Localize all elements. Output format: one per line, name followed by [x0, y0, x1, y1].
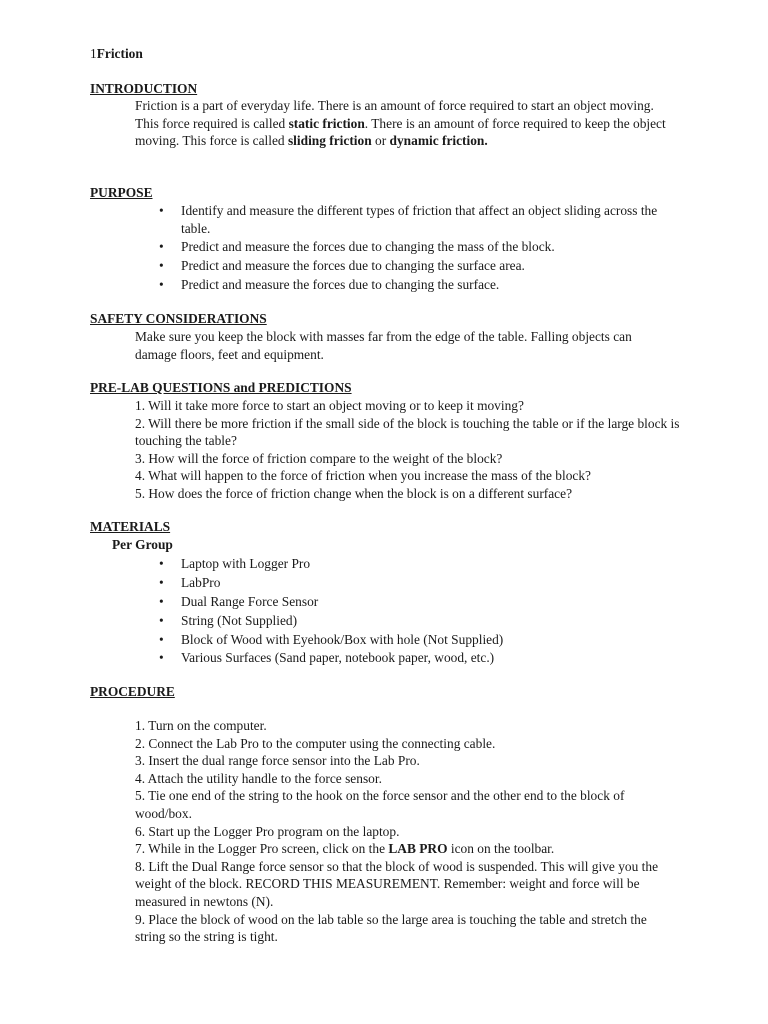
- list-item-text: String (Not Supplied): [181, 612, 298, 628]
- list-item: 2. Connect the Lab Pro to the computer using the connecting cable.: [135, 735, 496, 751]
- list-item: 4. Attach the utility handle to the force sensor.: [135, 770, 382, 786]
- list-item-text: Block of Wood with Eyehook/Box with hole (Not Supplied): [181, 631, 504, 647]
- bullet-icon: •: [159, 631, 164, 647]
- list-item: 6. Start up the Logger Pro program on the laptop.: [135, 823, 400, 839]
- list-item-text: Various Surfaces (Sand paper, notebook paper, wood, etc.): [181, 650, 495, 666]
- prelab-list: [135, 397, 680, 503]
- list-item-text: LabPro: [181, 574, 221, 590]
- list-item: 3. Insert the dual range force sensor into the Lab Pro.: [135, 753, 420, 769]
- step7-text-post: icon on the toolbar.: [447, 841, 555, 857]
- list-item-text: Predict and measure the forces due to changing the surface.: [181, 277, 500, 293]
- bullet-icon: •: [159, 612, 164, 628]
- list-item-text: Predict and measure the forces due to changing the mass of the block.: [181, 239, 555, 255]
- list-item: [135, 574, 680, 592]
- title-number: 1: [90, 46, 97, 61]
- intro-text-1: Friction is a part of everyday life. There is an amount of force required to start an object moving. This force required is called: [135, 98, 654, 131]
- list-item: 1. Will it take more force to start an object moving or to keep it moving?: [135, 398, 524, 413]
- list-item: 5. How does the force of friction change when the block is on a different surface?: [135, 485, 573, 501]
- list-item: [135, 649, 680, 667]
- safety-paragraph: Make sure you keep the block with masses far from the edge of the table. Falling objects can damage floors, feet and equipment.: [135, 329, 632, 362]
- list-item-text: Identify and measure the different types of friction that affect an object sliding across the table.: [181, 203, 658, 236]
- step7-text-pre: 7. While in the Logger Pro screen, click on the: [135, 841, 389, 857]
- list-item: [135, 555, 680, 573]
- list-item: [135, 257, 680, 275]
- list-item: [135, 612, 680, 630]
- intro-term-sliding-friction: sliding friction: [287, 133, 372, 149]
- list-item: 4. What will happen to the force of friction when you increase the mass of the block?: [135, 468, 592, 484]
- step7-lab-pro-term: LAB PRO: [388, 841, 448, 857]
- prelab-heading: PRE-LAB QUESTIONS and PREDICTIONS: [90, 380, 352, 395]
- document-title: [90, 45, 143, 63]
- bullet-icon: •: [159, 574, 164, 590]
- list-item: 8. Lift the Dual Range force sensor so that the block of wood is suspended. This will give you the weight of the block. RECORD THIS MEASUREMENT. Remember: weight and force will be measured in newtons (N).: [135, 858, 659, 909]
- bullet-icon: •: [159, 258, 164, 274]
- list-item: 9. Place the block of wood on the lab table so the large area is touching the table and stretch the string so the string is tight.: [135, 911, 647, 945]
- list-item-text: Predict and measure the forces due to changing the surface area.: [181, 258, 525, 274]
- bullet-icon: •: [159, 650, 164, 666]
- safety-heading: SAFETY CONSIDERATIONS: [90, 311, 267, 326]
- bullet-icon: •: [159, 556, 164, 571]
- intro-text-2: . There is an amount of force required to keep the object moving. This force is called: [135, 115, 666, 149]
- purpose-heading: PURPOSE: [90, 185, 153, 200]
- purpose-list: [135, 202, 680, 295]
- list-item: [135, 631, 680, 649]
- intro-text-or: or: [371, 133, 390, 149]
- bullet-icon: •: [159, 203, 164, 218]
- bullet-icon: •: [159, 239, 164, 255]
- list-item-text: Laptop with Logger Pro: [181, 556, 311, 571]
- list-item-text: Dual Range Force Sensor: [181, 593, 319, 609]
- list-item: 2. Will there be more friction if the small side of the block is touching the table or if the large block is touching the table?: [135, 415, 680, 449]
- bullet-icon: •: [159, 593, 164, 609]
- list-item: [135, 593, 680, 611]
- intro-term-static-friction: static friction: [288, 115, 365, 131]
- introduction-heading: INTRODUCTION: [90, 81, 198, 96]
- procedure-heading: PROCEDURE: [90, 684, 175, 699]
- materials-list: [135, 555, 680, 668]
- bullet-icon: •: [159, 277, 164, 293]
- introduction-paragraph: [135, 97, 675, 150]
- list-item: [135, 840, 680, 858]
- list-item: 1. Turn on the computer.: [135, 718, 267, 733]
- title-text: Friction: [96, 46, 143, 61]
- materials-subheading: Per Group: [112, 537, 173, 552]
- list-item: 5. Tie one end of the string to the hook on the force sensor and the other end to the block of wood/box.: [135, 788, 625, 821]
- list-item: 3. How will the force of friction compare to the weight of the block?: [135, 450, 503, 466]
- list-item: [135, 202, 680, 237]
- intro-term-dynamic-friction: dynamic friction.: [389, 133, 488, 149]
- procedure-list: [135, 717, 680, 946]
- materials-heading: MATERIALS: [90, 519, 171, 534]
- list-item: [135, 238, 680, 256]
- list-item: [135, 276, 680, 294]
